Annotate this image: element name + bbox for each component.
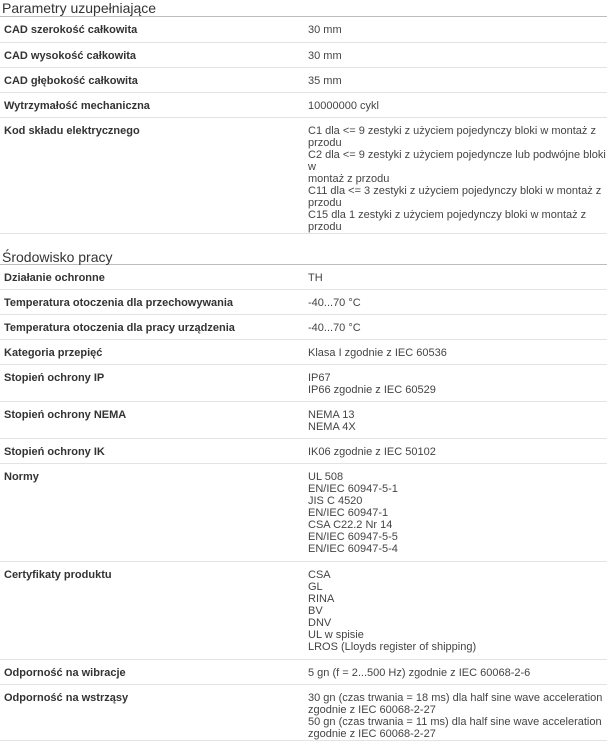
spec-value-line: przodu [308, 221, 607, 233]
spec-value [305, 685, 607, 741]
spec-label: Normy [0, 464, 305, 562]
spec-value-line: C11 dla <= 3 zestyki z użyciem pojedynczy bloki w montaż z [308, 185, 607, 197]
spec-value-line: C15 dla 1 zestyki z użyciem pojedynczy bloki w montaż z [308, 209, 607, 221]
spec-label: Stopień ochrony NEMA [0, 402, 305, 439]
spec-row [0, 562, 607, 660]
spec-value-line: BV [308, 605, 607, 617]
spec-label: CAD szerokość całkowita [0, 17, 305, 42]
spec-value-line: EN/IEC 60947-5-1 [308, 483, 607, 495]
spec-value [305, 42, 607, 67]
spec-value [305, 660, 607, 685]
spec-value [305, 265, 607, 290]
spec-value-line: montaż z przodu [308, 173, 607, 185]
spec-value-line: -40...70 °C [308, 322, 607, 334]
spec-value-line: JIS C 4520 [308, 495, 607, 507]
spec-row [0, 685, 607, 741]
spec-row [0, 402, 607, 439]
spec-value [305, 365, 607, 402]
spec-label: Stopień ochrony IP [0, 365, 305, 402]
spec-row [0, 365, 607, 402]
spec-value-line: przodu [308, 137, 607, 149]
spec-value-line: DNV [308, 617, 607, 629]
spec-label: CAD głębokość całkowita [0, 67, 305, 92]
spec-table-additional-params [0, 17, 607, 234]
spec-value-line: C1 dla <= 9 zestyki z użyciem pojedynczy bloki w montaż z [308, 125, 607, 137]
spec-value [305, 117, 607, 233]
spec-value-line: TH [308, 272, 607, 284]
spec-value-line: 5 gn (f = 2...500 Hz) zgodnie z IEC 60068-2-6 [308, 667, 607, 679]
spec-value-line: CSA C22.2 Nr 14 [308, 519, 607, 531]
spec-value-line: CSA [308, 569, 607, 581]
spec-value-line: 35 mm [308, 75, 607, 87]
spec-value-line: RINA [308, 593, 607, 605]
spec-value [305, 315, 607, 340]
spec-value-line: UL w spisie [308, 629, 607, 641]
spec-label: Kategoria przepięć [0, 340, 305, 365]
spec-label: Temperatura otoczenia dla pracy urządzenia [0, 315, 305, 340]
spec-value [305, 562, 607, 660]
spec-label: Wytrzymałość mechaniczna [0, 92, 305, 117]
spec-label: Stopień ochrony IK [0, 439, 305, 464]
spec-value-line: EN/IEC 60947-5-5 [308, 531, 607, 543]
spec-value [305, 340, 607, 365]
spec-row [0, 439, 607, 464]
spec-value-line: 30 gn (czas trwania = 18 ms) dla half sine wave acceleration [308, 692, 607, 704]
spec-label: Certyfikaty produktu [0, 562, 305, 660]
spec-row [0, 340, 607, 365]
spec-table-environment [0, 265, 607, 741]
spec-label: Odporność na wstrząsy [0, 685, 305, 741]
spec-value-line: EN/IEC 60947-5-4 [308, 543, 607, 555]
spec-value-line: EN/IEC 60947-1 [308, 507, 607, 519]
spec-row [0, 117, 607, 233]
spec-row [0, 290, 607, 315]
spec-value-line: zgodnie z IEC 60068-2-27 [308, 728, 607, 740]
spec-value [305, 402, 607, 439]
spec-row [0, 464, 607, 562]
spec-value-line: 10000000 cykl [308, 100, 607, 112]
spec-row [0, 92, 607, 117]
spec-value-line: LROS (Lloyds register of shipping) [308, 641, 607, 653]
spec-value-line: zgodnie z IEC 60068-2-27 [308, 704, 607, 716]
spec-value-line: 30 mm [308, 50, 607, 62]
spec-value-line: Klasa I zgodnie z IEC 60536 [308, 347, 607, 359]
spec-label: CAD wysokość całkowita [0, 42, 305, 67]
spec-row [0, 67, 607, 92]
spec-value-line: 50 gn (czas trwania = 11 ms) dla half sine wave acceleration [308, 716, 607, 728]
spec-value-line: 30 mm [308, 24, 607, 36]
spec-value-line: C2 dla <= 9 zestyki z użyciem pojedyncze lub podwójne bloki w [308, 149, 607, 173]
spec-value [305, 464, 607, 562]
spec-row [0, 17, 607, 42]
spec-value-line: IP66 zgodnie z IEC 60529 [308, 384, 607, 396]
spec-value [305, 290, 607, 315]
spec-value-line: IP67 [308, 372, 607, 384]
section-title-additional-params: Parametry uzupełniające [0, 0, 607, 17]
spec-row [0, 315, 607, 340]
spec-label: Odporność na wibracje [0, 660, 305, 685]
spec-value-line: GL [308, 581, 607, 593]
spec-value-line: przodu [308, 197, 607, 209]
spec-value-line: NEMA 4X [308, 421, 607, 433]
spec-label: Kod składu elektrycznego [0, 117, 305, 233]
section-title-environment: Środowisko pracy [0, 242, 607, 265]
spec-value [305, 17, 607, 42]
spec-value-line: -40...70 °C [308, 297, 607, 309]
spec-row [0, 42, 607, 67]
spec-label: Działanie ochronne [0, 265, 305, 290]
spec-value [305, 92, 607, 117]
spec-value [305, 439, 607, 464]
spec-value [305, 67, 607, 92]
spec-row [0, 265, 607, 290]
spec-value-line: UL 508 [308, 471, 607, 483]
spec-value-line: NEMA 13 [308, 409, 607, 421]
spec-row [0, 660, 607, 685]
spec-label: Temperatura otoczenia dla przechowywania [0, 290, 305, 315]
spec-value-line: IK06 zgodnie z IEC 50102 [308, 446, 607, 458]
